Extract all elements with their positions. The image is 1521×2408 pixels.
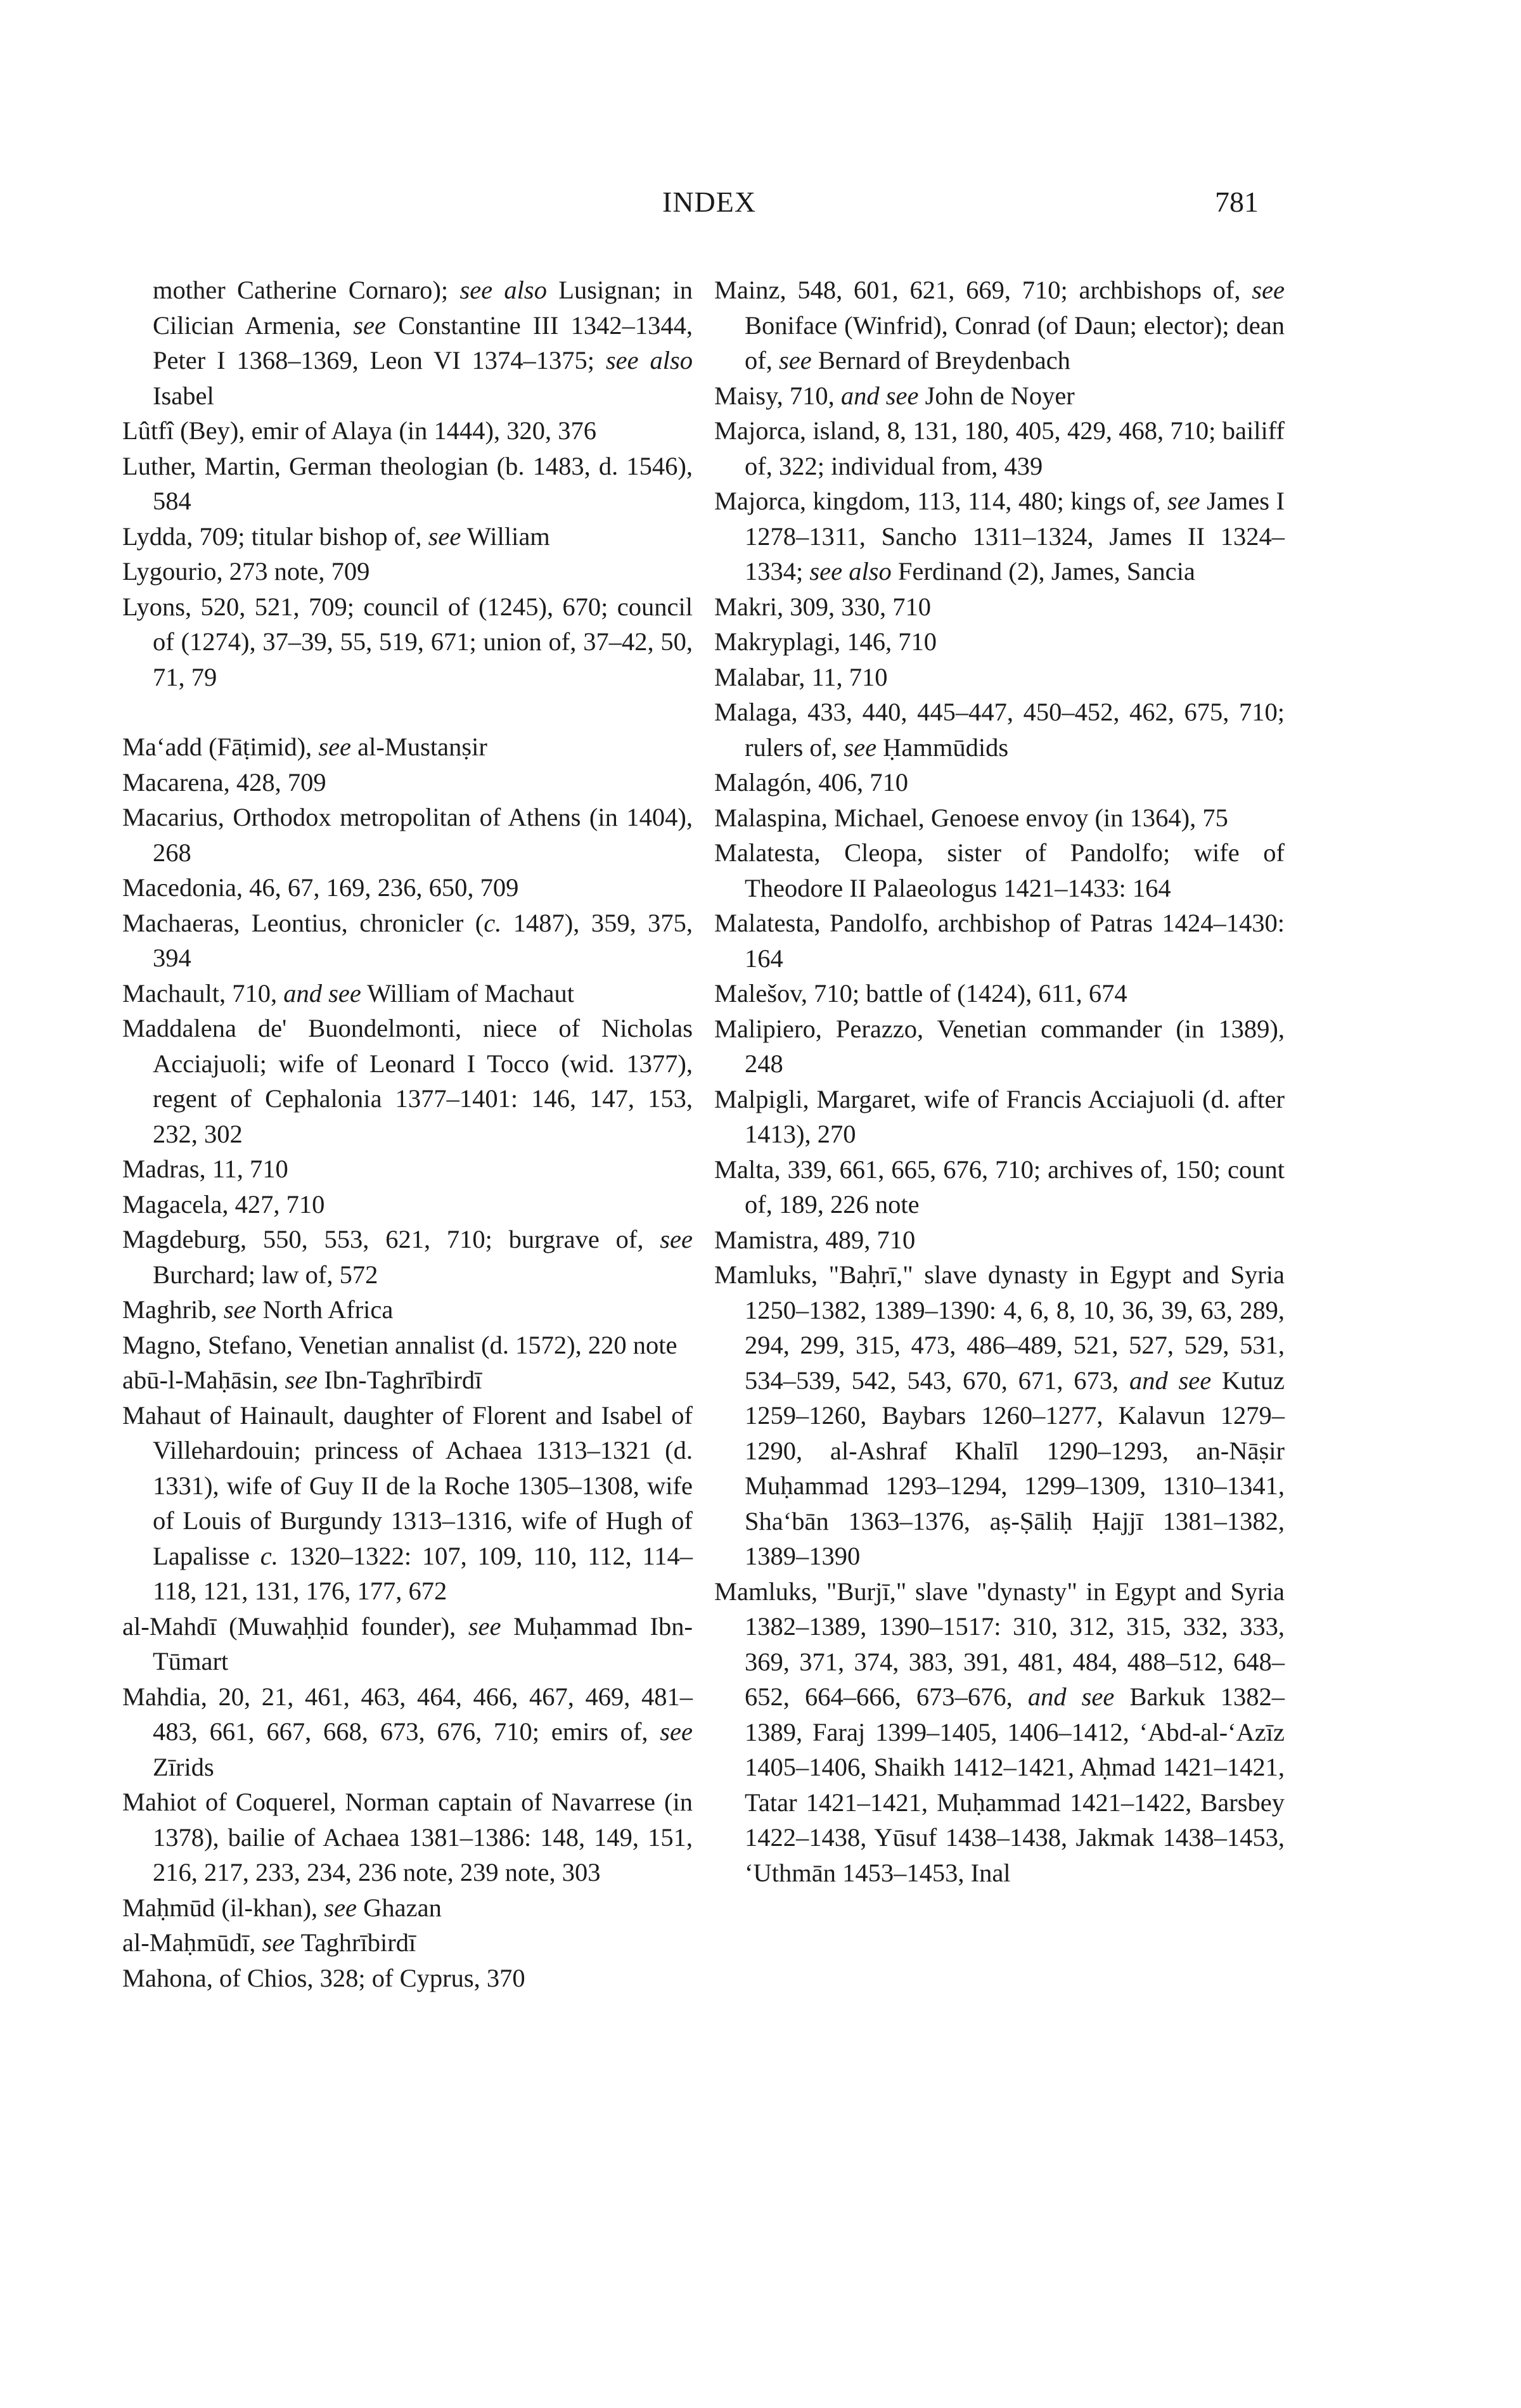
index-entry: Mamluks, "Baḥrī," slave dynasty in Egypt and Syria 1250–1382, 1389–1390: 4, 6, 8, 10, 36, 39, 63, 289, 294, 299, 315, 473, 486–489, 521, 527, 529, 531, 534–539, 542, 543, 670, 671, 673, and see Kutuz 1259–1260, Baybars 1260–1277, Kalavun 1279–1290, al-Ashraf Khalīl 1290–1293, an-Nāṣir Muḥammad 1293–1294, 1299–1309, 1310–1341, Shaʻbān 1363–1376, aṣ-Ṣāliḥ Ḥajjī 1381–1382, 1389–1390 bbox=[714, 1260, 1285, 1570]
index-entry: Malagón, 406, 710 bbox=[714, 768, 908, 797]
index-entry: Malatesta, Cleopa, sister of Pandolfo; wife of Theodore II Palaeologus 1421–1433: 164 bbox=[714, 838, 1285, 902]
index-entry: Macarena, 428, 709 bbox=[122, 767, 326, 797]
running-head bbox=[0, 185, 1521, 223]
index-entry: Mahiot of Coquerel, Norman captain of Navarrese (in 1378), bailie of Achaea 1381–1386: 148, 149, 151, 216, 217, 233, 234, 236 note, 239 note, 303 bbox=[122, 1788, 693, 1886]
index-entry: Maisy, 710, and see John de Noyer bbox=[714, 381, 1075, 410]
index-entry: Magno, Stefano, Venetian annalist (d. 1572), 220 note bbox=[122, 1330, 677, 1359]
index-entry: Machault, 710, and see William of Machaut bbox=[122, 978, 574, 1008]
index-entry: Mahona, of Chios, 328; of Cyprus, 370 bbox=[122, 1963, 525, 1992]
index-entry: Lydda, 709; titular bishop of, see William bbox=[122, 522, 550, 551]
index-entry: Malaspina, Michael, Genoese envoy (in 1364), 75 bbox=[714, 803, 1228, 832]
index-entry: Majorca, island, 8, 131, 180, 405, 429, 468, 710; bailiff of, 322; individual from, 439 bbox=[714, 416, 1285, 480]
index-entry: al-Maḥmūdī, see Taghrībirdī bbox=[122, 1928, 416, 1957]
index-entry: Mamluks, "Burjī," slave "dynasty" in Egypt and Syria 1382–1389, 1390–1517: 310, 312, 315, 332, 333, 369, 371, 374, 383, 391, 481, 484, 488–512, 648–652, 664–666, 673–676, and see Barkuk 1382–1389, Faraj 1399–1405, 1406–1412, ʻAbd-al-ʻAzīz 1405–1406, Shaikh 1412–1421, Aḥmad 1421–1421, Tatar 1421–1421, Muḥammad 1421–1422, Barsbey 1422–1438, Yūsuf 1438–1438, Jakmak 1438–1453, ʻUthmān 1453–1453, Inal bbox=[714, 1577, 1285, 1887]
index-entry: Luther, Martin, German theologian (b. 1483, d. 1546), 584 bbox=[122, 451, 693, 515]
index-entry: Malabar, 11, 710 bbox=[714, 662, 888, 691]
index-entry: Machaeras, Leontius, chronicler (c. 1487), 359, 375, 394 bbox=[122, 908, 693, 972]
index-entry: Malipiero, Perazzo, Venetian commander (in 1389), 248 bbox=[714, 1014, 1285, 1078]
index-entry: Mahdia, 20, 21, 461, 463, 464, 466, 467, 469, 481–483, 661, 667, 668, 673, 676, 710; emirs of, see Zīrids bbox=[122, 1682, 693, 1781]
index-entry: Maʻadd (Fāṭimid), see al-Mustanṣir bbox=[122, 733, 487, 761]
section-gap bbox=[122, 695, 693, 729]
page-number: 781 bbox=[1215, 186, 1259, 218]
index-entry: Lyons, 520, 521, 709; council of (1245), 670; council of (1274), 37–39, 55, 519, 671; union of, 37–42, 50, 71, 79 bbox=[122, 592, 693, 691]
index-entry-continuation: mother Catherine Cornaro); see also Lusignan; in Cilician Armenia, see Constantine III 1342–1344, Peter I 1368–1369, Leon VI 1374–1375; see also Isabel bbox=[153, 276, 693, 410]
index-entry: al-Mahdī (Muwaḥḥid founder), see Muḥammad Ibn-Tūmart bbox=[122, 1611, 693, 1675]
index-entry: Mamistra, 489, 710 bbox=[714, 1225, 916, 1254]
index-entry: Lygourio, 273 note, 709 bbox=[122, 557, 370, 586]
index-entry: Madras, 11, 710 bbox=[122, 1155, 288, 1183]
index-entry: Magacela, 427, 710 bbox=[122, 1189, 325, 1219]
index-entry: Mahaut of Hainault, daughter of Florent and Isabel of Villehardouin; princess of Achaea 1313–1321 (d. 1331), wife of Guy II de la Roche 1305–1308, wife of Louis of Burgundy 1313–1316, wife of Hugh of Lapalisse c. 1320–1322: 107, 109, 110, 112, 114–118, 121, 131, 176, 177, 672 bbox=[122, 1400, 693, 1605]
index-entry: Macarius, Orthodox metropolitan of Athens (in 1404), 268 bbox=[122, 803, 693, 867]
right-column bbox=[714, 272, 1285, 1890]
index-entry: Malaga, 433, 440, 445–447, 450–452, 462, 675, 710; rulers of, see Ḥammūdids bbox=[714, 698, 1285, 762]
index-entry: Maddalena de' Buondelmonti, niece of Nicholas Acciajuoli; wife of Leonard I Tocco (wid. 1377), regent of Cephalonia 1377–1401: 146, 147, 153, 232, 302 bbox=[122, 1014, 693, 1148]
index-entry: Makri, 309, 330, 710 bbox=[714, 592, 931, 621]
index-entry: Magdeburg, 550, 553, 621, 710; burgrave of, see Burchard; law of, 572 bbox=[122, 1225, 693, 1289]
index-entry: Malta, 339, 661, 665, 676, 710; archives of, 150; count of, 189, 226 note bbox=[714, 1155, 1285, 1219]
index-entry: Malešov, 710; battle of (1424), 611, 674 bbox=[714, 979, 1127, 1008]
index-entry: Mainz, 548, 601, 621, 669, 710; archbishops of, see Boniface (Winfrid), Conrad (of Daun; elector); dean of, see Bernard of Breydenbach bbox=[714, 276, 1285, 375]
index-entry: Makryplagi, 146, 710 bbox=[714, 627, 937, 656]
index-entry: Malpigli, Margaret, wife of Francis Acciajuoli (d. after 1413), 270 bbox=[714, 1084, 1285, 1148]
page-title: INDEX bbox=[662, 186, 757, 218]
index-entry: Maghrib, see North Africa bbox=[122, 1295, 394, 1324]
left-column bbox=[122, 272, 693, 1995]
index-entry: Macedonia, 46, 67, 169, 236, 650, 709 bbox=[122, 873, 519, 902]
index-entry: Majorca, kingdom, 113, 114, 480; kings of, see James I 1278–1311, Sancho 1311–1324, James II 1324–1334; see also Ferdinand (2), James, Sancia bbox=[714, 487, 1285, 586]
index-entry: Lûtfî (Bey), emir of Alaya (in 1444), 320, 376 bbox=[122, 416, 596, 445]
index-entry: Malatesta, Pandolfo, archbishop of Patras 1424–1430: 164 bbox=[714, 909, 1285, 973]
index-entry: Maḥmūd (il-khan), see Ghazan bbox=[122, 1893, 442, 1922]
index-entry: abū-l-Maḥāsin, see Ibn-Taghrībirdī bbox=[122, 1366, 482, 1394]
